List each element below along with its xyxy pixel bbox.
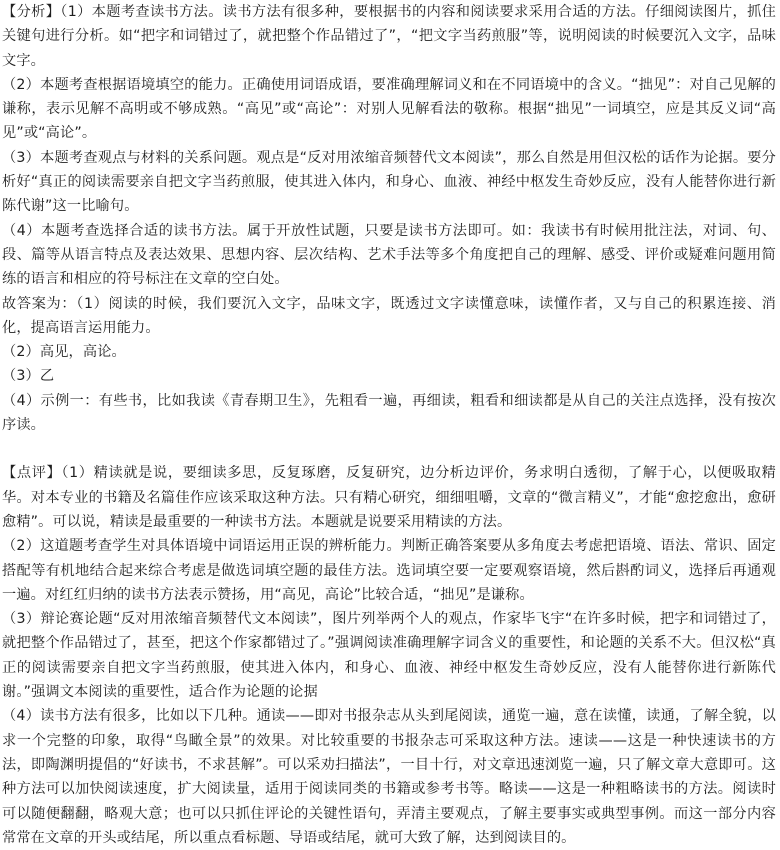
- analysis-paragraph-3: （3）本题考查观点与材料的关系问题。观点是“反对用浓缩音频替代文本阅读”，那么自然是用但汉松的话作为论据。要分析好“真正的阅读需要亲自把文字当药煎服，使其进入体内，和身心、血液、神经中枢发生奇妙反应，没有人能替你进行新陈代谢”这一比喻句。: [2, 149, 776, 215]
- comment-paragraph-4: （4）读书方法有很多，比如以下几种。通读——即对书报杂志从头到尾阅读，通览一遍，意在读懂，读通，了解全貌，以求一个完整的印象，取得“鸟瞰全景”的效果。对比较重要的书报杂志可采取这种方法。速读——这是一种快速读书的方法，即陶渊明提倡的“好读书，不求甚解”。可以采劝扫描法”，一目十行，对文章迅速浏览一遍，只了解文章大意即可。这种方法可以加快阅读速度，扩大阅读量，适用于阅读同类的书籍或参考书等。略读——这是一种粗略读书的方法。阅读时可以随便翻翻，略观大意；也可以只抓住评论的关键性语句，弄清主要观点，了解主要事实或典型事例。而这一部分内容常常在文章的开头或结尾，所以重点看标题、导语或结尾，就可大致了解，达到阅读目的。: [2, 708, 776, 846]
- section-spacer: [2, 437, 776, 461]
- comment-section: [2, 461, 776, 850]
- comment-paragraph-1: 【点评】（1）精读就是说，要细读多思，反复琢磨，反复研究，边分析边评价，务求明白透彻，了解于心，以便吸取精华。对本专业的书籍及名篇佳作应该采取这种方法。只有精心研究，细细咀嚼，文章的“微言精义”，才能“愈挖愈出，愈研愈精”。可以说，精读是最重要的一种读书方法。本题就是说要采用精读的方法。: [2, 465, 776, 530]
- comment-paragraph-3: （3）辩论赛论题“反对用浓缩音频替代文本阅读”，图片列举两个人的观点，作家毕飞宇“在许多时候，把字和词错过了，就把整个作品错过了，甚至，把这个作家都错过了。”强调阅读准确理解字词含义的重要性，和论题的关系不大。但汉松“真正的阅读需要亲自把文字当药煎服，使其进入体内，和身心、血液、神经中枢发生奇妙反应，没有人能替你进行新陈代谢。”强调文本阅读的重要性，适合作为论题的论据: [2, 611, 776, 701]
- answer-section: [2, 292, 776, 438]
- analysis-paragraph-2: （2）本题考查根据语境填空的能力。正确使用词语成语，要准确理解词义和在不同语境中的含义。“拙见”：对自己见解的谦称，表示见解不高明或不够成熟。“高见”或“高论”：对别人见解看法的敬称。根据“拙见”一词填空，应是其反义词“高见”或“高论”。: [2, 76, 776, 142]
- answer-paragraph-3: （3）乙: [2, 368, 55, 385]
- analysis-section: [2, 0, 776, 292]
- analysis-paragraph-4: （4）本题考查选择合适的读书方法。属于开放性试题，只要是读书方法即可。如：我读书有时候用批注法，对词、句、段、篇等从语言特点及表达效果、思想内容、层次结构、艺术手法等多个角度把自己的理解、感受、评价或疑难问题用简练的语言和相应的符号标注在文章的空白处。: [2, 222, 776, 288]
- answer-paragraph-4: （4）示例一：有些书，比如我读《青春期卫生》，先粗看一遍，再细读，粗看和细读都是从自己的关注点选择，没有按次序读。: [2, 392, 776, 434]
- answer-paragraph-1: 故答案为：（1）阅读的时候，我们要沉入文字，品味文字，既透过文字读懂意味，读懂作者，又与自己的积累连接、消化，提高语言运用能力。: [2, 295, 776, 336]
- comment-paragraph-2: （2）这道题考查学生对具体语境中词语运用正误的辨析能力。判断正确答案要从多角度去考虑把语境、语法、常识、固定搭配等有机地结合起来综合考虑是做选词填空题的最佳方法。选词填空要一定要观察语境，然后斟酌词义，选择后再通观一遍。对红红归纳的读书方法表示赞扬，用“高见，高论”比较合适，“拙见”是谦称。: [2, 538, 776, 603]
- analysis-paragraph-1: 【分析】（1）本题考查读书方法。读书方法有很多种，要根据书的内容和阅读要求采用合适的方法。仔细阅读图片，抓住关键句进行分析。如“把字和词错过了，就把整个作品错过了”，“把文字当药煎服”等，说明阅读的时候要沉入文字，品味文字。: [2, 4, 776, 69]
- answer-paragraph-2: （2）高见，高论。: [2, 344, 126, 361]
